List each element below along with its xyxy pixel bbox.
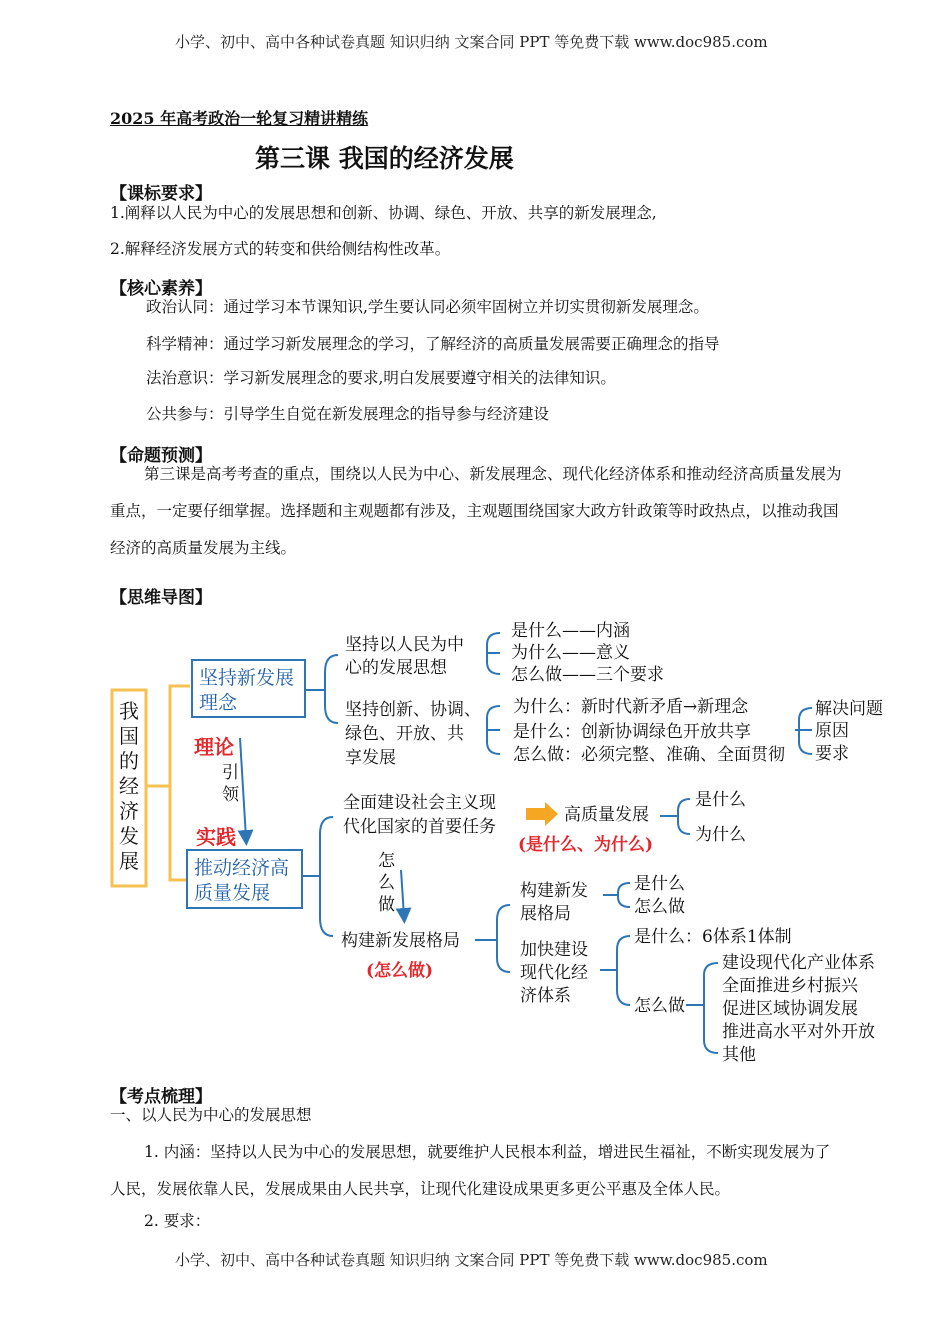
how-char: 么 [378,873,395,893]
build-pattern-line: 展格局 [520,904,571,924]
how-char: 做 [378,895,395,915]
lesson-title: 第三课 我国的经济发展 [255,144,514,173]
points-item-1: 1. 内涵：坚持以人民为中心的发展思想，就要维护人民根本利益，增进民生福祉，不断实现发展为了人民，发展依靠人民，发展成果由人民共享，让现代化建设成果更多更公平惠及全体人民。 [110,1143,831,1198]
points-heading: 一、以人民为中心的发展思想 [110,1106,312,1124]
primary-task-line: 代化国家的首要任务 [343,817,496,837]
practice-box-line: 推动经济高 [194,857,290,879]
how-char: 怎 [378,851,395,871]
system-how-item: 推进高水平对外开放 [722,1022,875,1042]
root-char: 经 [119,774,139,798]
curriculum-item-1: 1.阐释以人民为中心的发展思想和创新、协调、绿色、开放、共享的新发展理念, [110,204,657,222]
root-char: 发 [119,824,139,848]
people-item: 是什么——内涵 [511,621,630,641]
people-item: 怎么做——三个要求 [511,665,664,685]
concept-sub-item: 要求 [815,744,849,764]
competence-item: 科学精神：通过学习新发展理念的学习，了解经济的高质量发展需要正确理念的指导 [146,335,720,353]
practice-label: 实践 [196,825,236,849]
new-concepts-line: 坚持创新、协调、 [345,700,481,720]
competence-item: 公共参与：引导学生自觉在新发展理念的指导参与经济建设 [146,405,550,423]
root-char: 的 [119,749,139,773]
theory-box-line: 坚持新发展 [199,667,295,689]
high-quality-arrow [526,802,558,826]
competence-item: 法治意识：学习新发展理念的要求,明白发展要遵守相关的法律知识。 [146,369,616,387]
concept-item: 怎么做：必须完整、准确、全面贯彻 [513,745,785,765]
section-curriculum: 【课标要求】 [110,184,212,204]
section-mindmap: 【思维导图】 [110,588,212,608]
build-pattern-line: 构建新发 [520,881,588,901]
primary-task-line: 全面建设社会主义现 [343,793,496,813]
root-char: 我 [119,699,139,723]
modern-system-line: 现代化经 [520,963,588,983]
section-competence: 【核心素养】 [110,279,212,299]
new-pattern-label: 构建新发展格局 [341,931,460,951]
document-title: 2025 年高考政治一轮复习精讲精练 [110,109,369,128]
hq-item: 是什么 [695,790,746,810]
people-center-line: 坚持以人民为中 [345,635,464,655]
high-quality-label: 高质量发展 [564,805,649,825]
concept-sub-item: 原因 [815,721,849,741]
high-quality-note: (是什么、为什么) [518,835,654,855]
competence-item: 政治认同：通过学习本节课知识,学生要认同必须牢固树立并切实贯彻新发展理念。 [146,298,709,316]
new-concepts-line: 绿色、开放、共 [345,724,464,744]
section-prediction: 【命题预测】 [110,446,212,466]
people-center-line: 心的发展思想 [345,658,447,678]
prediction-paragraph: 第三课是高考考查的重点，围绕以人民为中心、新发展理念、现代化经济体系和推动经济高质量发展为重点，一定要仔细掌握。选择题和主观题都有涉及，主观题围绕国家大政方针政策等时政热点，以推动我国经济的高质量发展为主线。 [110,465,842,557]
practice-box-line: 质量发展 [194,882,271,904]
lead-char: 引 [222,763,239,783]
people-item: 为什么——意义 [511,643,630,663]
curriculum-item-2: 2.解释经济发展方式的转变和供给侧结构性改革。 [110,240,451,258]
modern-system-line: 济体系 [520,986,571,1006]
new-concepts-line: 享发展 [345,748,396,768]
page-footer: 小学、初中、高中各种试卷真题 知识归纳 文案合同 PPT 等免费下载 www.doc985.com [175,1251,768,1269]
theory-label: 理论 [194,735,234,759]
root-char: 国 [119,724,139,748]
system-how-item: 促进区域协调发展 [722,999,858,1019]
build-item: 怎么做 [634,897,685,917]
concept-sub-item: 解决问题 [815,699,883,719]
concept-item: 为什么：新时代新矛盾→新理念 [513,697,749,717]
page-header: 小学、初中、高中各种试卷真题 知识归纳 文案合同 PPT 等免费下载 www.doc985.com [175,33,768,51]
hq-item: 为什么 [695,825,746,845]
root-char: 展 [119,849,139,873]
system-how-item: 其他 [722,1045,756,1065]
modern-system-line: 加快建设 [520,940,588,960]
system-how-item: 全面推进乡村振兴 [722,976,858,996]
system-how: 怎么做 [634,996,685,1016]
concept-item: 是什么：创新协调绿色开放共享 [513,722,751,742]
new-pattern-note: (怎么做) [366,961,434,981]
points-item-2: 2. 要求： [144,1212,211,1230]
theory-box-line: 理念 [199,692,238,714]
root-char: 济 [119,799,139,823]
section-points: 【考点梳理】 [110,1087,212,1107]
system-what: 是什么：6体系1体制 [634,927,792,947]
system-how-item: 建设现代化产业体系 [722,953,875,973]
build-item: 是什么 [634,874,685,894]
lead-char: 领 [222,785,239,805]
